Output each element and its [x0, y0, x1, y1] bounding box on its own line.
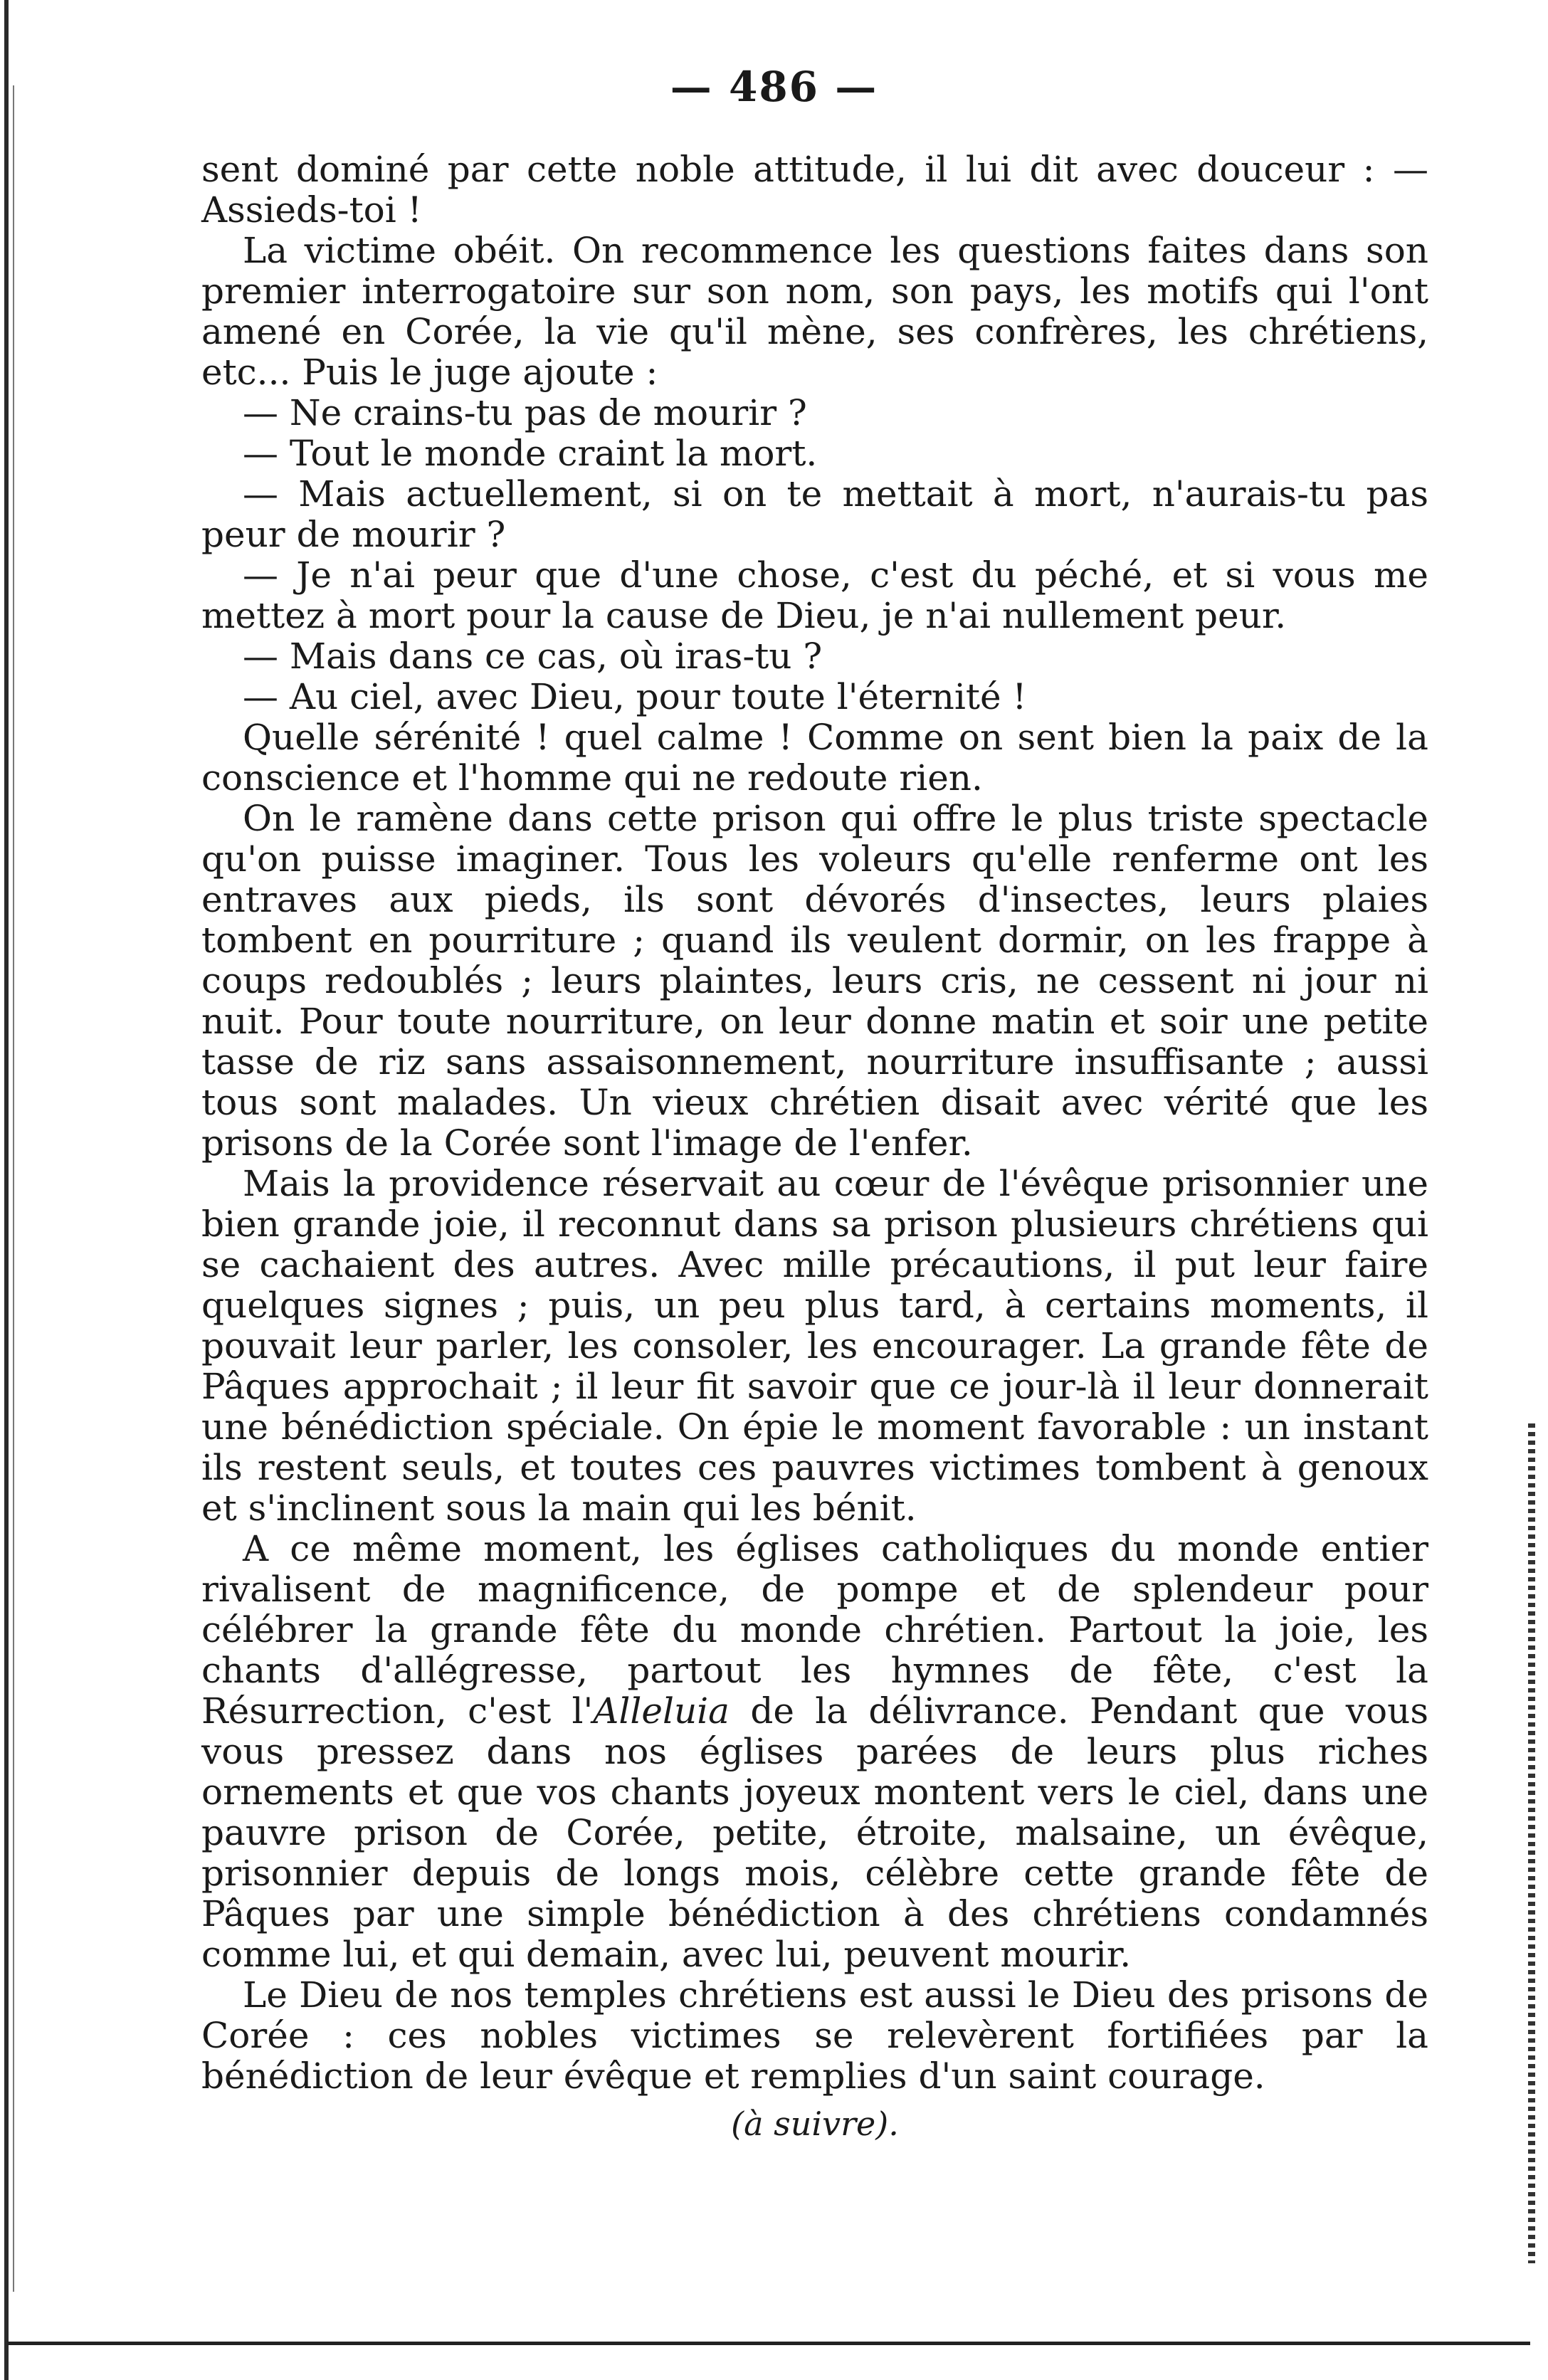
- page-bottom-rule: [7, 2342, 1530, 2345]
- paragraph-paques-part-2: de la délivrance. Pendant que vous vous pressez dans nos églises parées de leurs plus riches ornements et que vos chants joyeux montent vers le ciel, dans une pauvre prison de Corée, petite, étroite, malsaine, un évêque, prisonnier depuis de longs mois, célèbre cette grande fête de Pâques par une simple bénédiction à des chrétiens condamnés comme lui, et qui demain, avec lui, peuvent mourir.: [201, 1690, 1428, 1975]
- alleluia-italic: Alleluia: [593, 1690, 730, 1732]
- dialogue-line-2: — Tout le monde craint la mort.: [243, 433, 818, 474]
- dialogue-line-5: — Mais dans ce cas, où iras-tu ?: [243, 636, 823, 677]
- paragraph-dieu-temples: Le Dieu de nos temples chrétiens est aussi le Dieu des prisons de Corée : ces nobles victimes se relevèrent fortifiées par la bénédiction de leur évêque et remplies d'un saint courage.: [201, 1974, 1428, 2097]
- paragraph-prison: On le ramène dans cette prison qui offre le plus triste spectacle qu'on puisse imaginer. Tous les voleurs qu'elle renferme ont les entraves aux pieds, ils sont dévorés d'insectes, leurs plaies tombent en pourriture ; quand ils veulent dormir, on les frappe à coups redoublés ; leurs plaintes, leurs cris, ne cessent ni jour ni nuit. Pour toute nourriture, on leur donne matin et soir une petite tasse de riz sans assaisonnement, nourriture insuffisante ; aussi tous sont malades. Un vieux chrétien disait avec vérité que les prisons de la Corée sont l'image de l'enfer.: [201, 798, 1428, 1164]
- page-right-edge-marks: [1528, 1423, 1535, 2263]
- paragraph-paques: [201, 1529, 1428, 1975]
- page-left-shadow: [13, 85, 14, 2292]
- page-left-border: [4, 0, 9, 2380]
- paragraph-victime: La victime obéit. On recommence les questions faites dans son premier interrogatoire sur son nom, son pays, les motifs qui l'ont amené en Corée, la vie qu'il mène, ses confrères, les chrétiens, etc... Puis le juge ajoute :: [201, 230, 1428, 393]
- paragraph-continued: sent dominé par cette noble attitude, il lui dit avec douceur : — Assieds-toi !: [201, 149, 1428, 231]
- body-text: [201, 149, 1428, 2144]
- to-be-continued: (à suivre).: [731, 2105, 899, 2143]
- dialogue-line-6: — Au ciel, avec Dieu, pour toute l'éternité !: [243, 676, 1027, 717]
- paragraph-paques-part-1: A ce même moment, les églises catholiques du monde entier rivalisent de magnificence, de pompe et de splendeur pour célébrer la grande fête du monde chrétien. Partout la joie, les chants d'allégresse, partout les hymnes de fête, c'est la Résurrection, c'est l': [201, 1528, 1428, 1732]
- page-number: — 486 —: [670, 63, 878, 111]
- dialogue-line-3: — Mais actuellement, si on te mettait à mort, n'aurais-tu pas peur de mourir ?: [201, 473, 1428, 555]
- paragraph-providence: Mais la providence réservait au cœur de l'évêque prisonnier une bien grande joie, il reconnut dans sa prison plusieurs chrétiens qui se cachaient des autres. Avec mille précautions, il put leur faire quelques signes ; puis, un peu plus tard, à certains moments, il pouvait leur parler, les consoler, les encourager. La grande fête de Pâques approchait ; il leur fit savoir que ce jour-là il leur donnerait une bénédiction spéciale. On épie le moment favorable : un instant ils restent seuls, et toutes ces pauvres victimes tombent à genoux et s'inclinent sous la main qui les bénit.: [201, 1163, 1428, 1529]
- dialogue-line-1: — Ne crains-tu pas de mourir ?: [243, 392, 807, 433]
- paragraph-serenite: Quelle sérénité ! quel calme ! Comme on sent bien la paix de la conscience et l'homme qui ne redoute rien.: [201, 717, 1428, 799]
- dialogue-line-4: — Je n'ai peur que d'une chose, c'est du péché, et si vous me mettez à mort pour la cause de Dieu, je n'ai nullement peur.: [201, 554, 1428, 636]
